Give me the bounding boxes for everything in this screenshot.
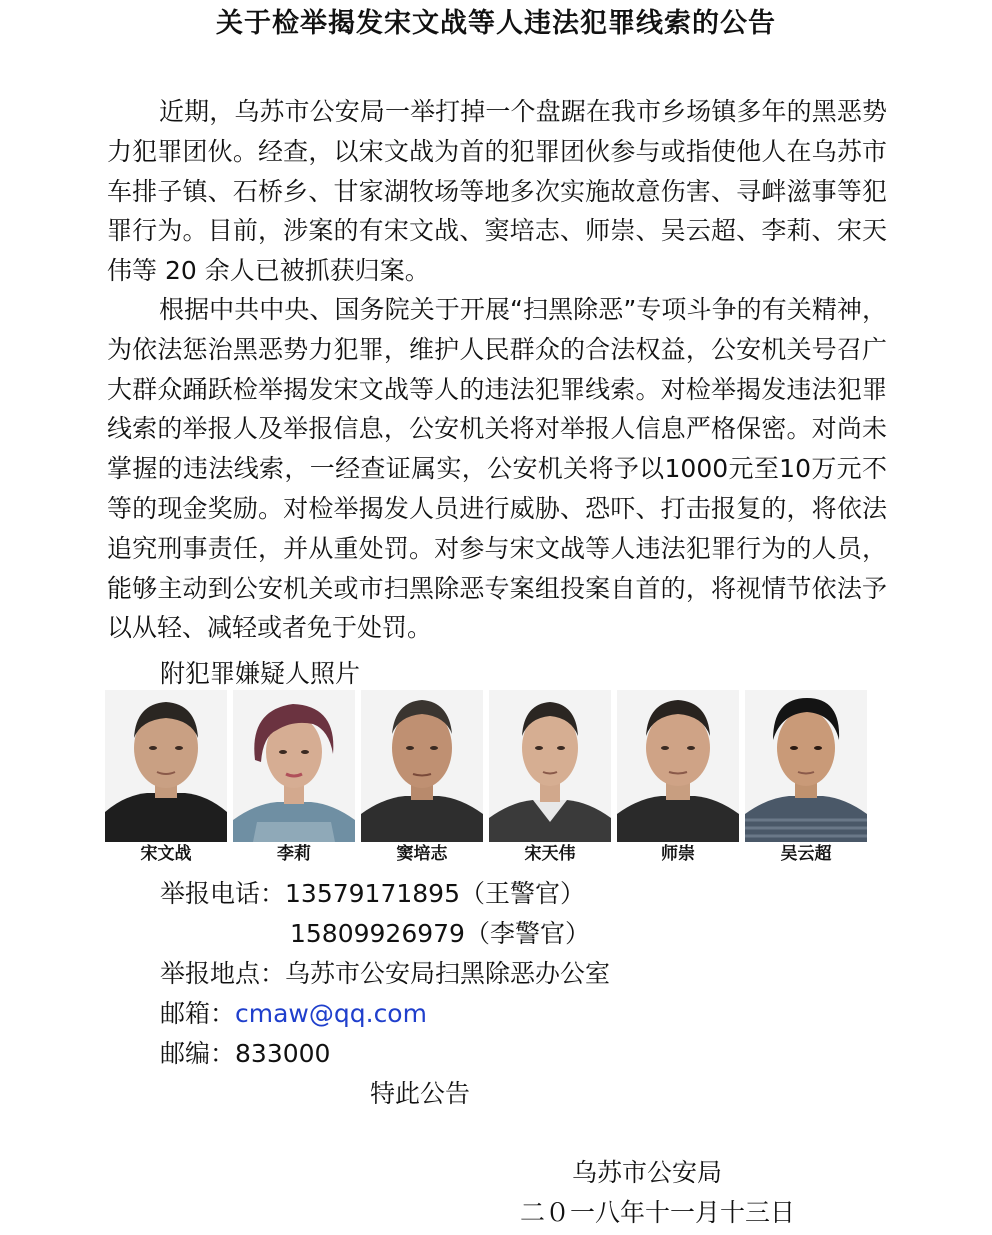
suspect-name: 宋文战 [140,844,192,864]
report-phone-line-1 [160,875,585,913]
closing-text: 特此公告 [370,1079,471,1108]
issuer-name: 乌苏市公安局 [572,1158,723,1187]
suspect-card [489,690,611,866]
report-phone-line-2 [290,915,590,953]
paragraph-intro: 近期，乌苏市公安局一举打掉一个盘踞在我市乡场镇多年的黑恶势力犯罪团伙。经查，以宋文战为首的犯罪团伙参与或指使他人在乌苏市车排子镇、石桥乡、甘家湖牧场等地多次实施故意伤害、寻衅滋事等犯罪行为。目前，涉案的有宋文战、窦培志、师崇、吴云超、李莉、宋天伟等 20 余人已被抓获归案。 [107,97,887,286]
attachment-label: 附犯罪嫌疑人照片 [160,659,361,688]
suspect-photo [361,690,483,842]
suspect-name: 师崇 [661,844,695,864]
phone-number-2: 15809926979（李警官） [290,919,590,948]
suspect-photo [233,690,355,842]
suspect-photo [745,690,867,842]
postcode-value: 833000 [235,1039,331,1068]
address-label: 举报地点： [160,959,286,988]
suspect-name: 宋天伟 [524,844,576,864]
suspect-card [105,690,227,866]
suspect-card [617,690,739,866]
suspect-card [361,690,483,866]
issue-date: 二０一八年十一月十三日 [520,1198,796,1227]
suspect-card [233,690,355,866]
phone-number-1: 13579171895（王警官） [285,879,585,908]
phone-label: 举报电话： [160,879,286,908]
postcode-label: 邮编： [160,1039,236,1068]
suspect-card [745,690,867,866]
suspect-photo [617,690,739,842]
suspect-photo [105,690,227,842]
email-label: 邮箱： [160,999,236,1028]
postcode-line [160,1035,330,1073]
email-line [160,995,427,1033]
suspect-name: 窦培志 [396,844,448,864]
suspect-name: 吴云超 [780,844,832,864]
email-link[interactable]: cmaw@qq.com [235,999,427,1028]
suspect-name: 李莉 [277,844,311,864]
report-address-line [160,955,610,993]
paragraph-call-for-tips: 根据中共中央、国务院关于开展“扫黑除恶”专项斗争的有关精神，为依法惩治黑恶势力犯罪，维护人民群众的合法权益，公安机关号召广大群众踊跃检举揭发宋文战等人的违法犯罪线索。对检举揭发违法犯罪线索的举报人及举报信息，公安机关将对举报人信息严格保密。对尚未掌握的违法线索，一经查证属实，公安机关将予以1000元至10万元不等的现金奖励。对检举揭发人员进行威胁、恐吓、打击报复的，将依法追究刑事责任，并从重处罚。对参与宋文战等人违法犯罪行为的人员，能够主动到公安机关或市扫黑除恶专案组投案自首的，将视情节依法予以从轻、减轻或者免于处罚。 [107,295,887,643]
address-value: 乌苏市公安局扫黑除恶办公室 [285,959,611,988]
suspect-photo [489,690,611,842]
suspect-photo-row [105,690,875,866]
notice-title: 关于检举揭发宋文战等人违法犯罪线索的公告 [216,8,776,39]
